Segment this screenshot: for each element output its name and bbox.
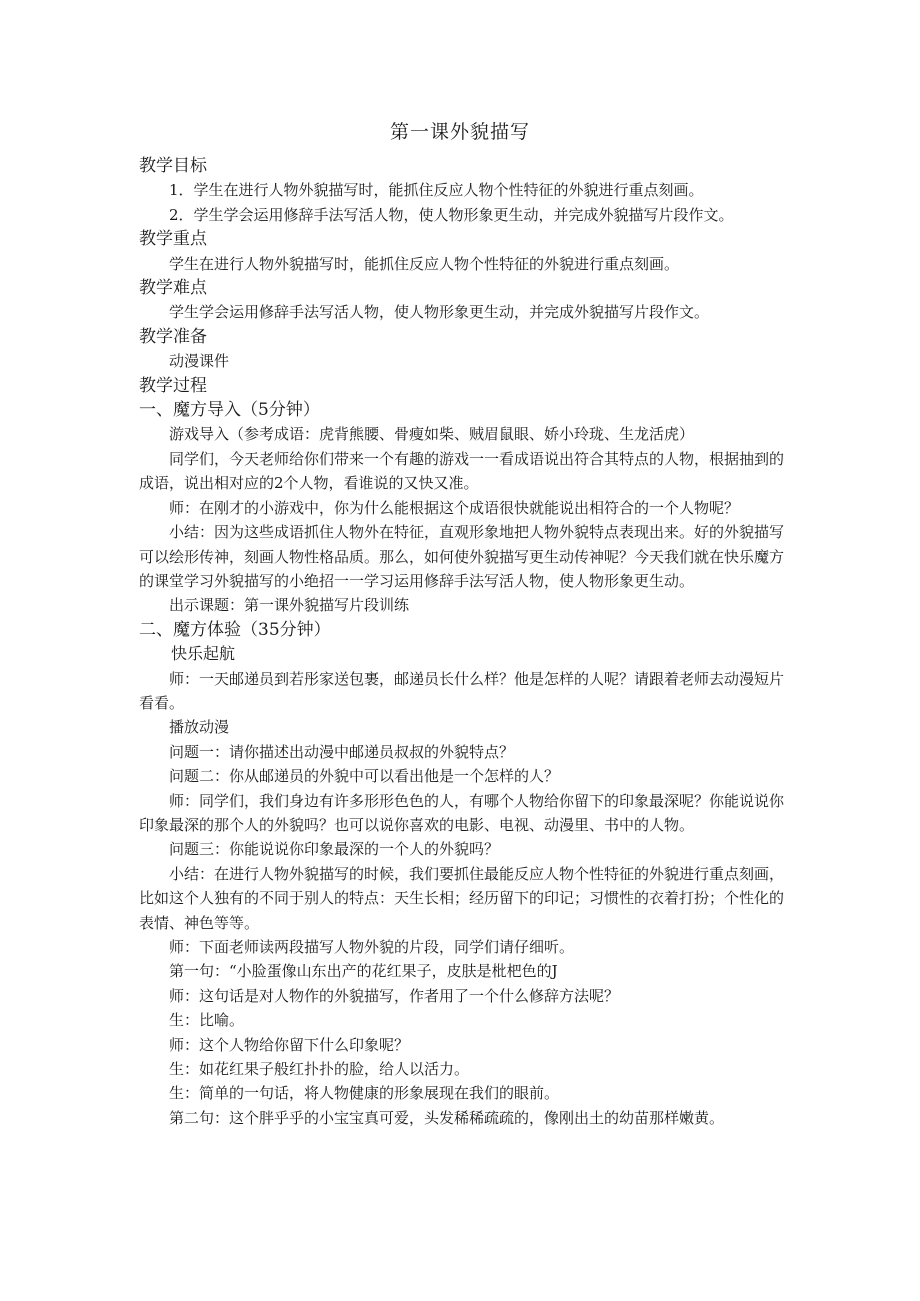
paragraph: 生：比喻。	[169, 1011, 245, 1030]
paragraph: 第一句：“小脸蛋像山东出产的花红果子，皮肤是枇杷色的J	[169, 962, 558, 981]
paragraph: 动漫课件	[169, 352, 230, 371]
paragraph: 学生在进行人物外貌描写时，能抓住反应人物个性特征的外貌进行重点刻画。	[169, 254, 680, 273]
paragraph: 1．学生在进行人物外貌描写时，能抓住反应人物个性特征的外貌进行重点刻画。	[169, 181, 704, 200]
section-heading: 教学难点	[139, 278, 207, 299]
paragraph: 生：如花红果子般红扑扑的脸，给人以活力。	[169, 1060, 470, 1079]
section-heading: 二、魔方体验（35分钟）	[139, 619, 331, 640]
paragraph: 师：在刚才的小游戏中，你为什么能根据这个成语很快就能说出相符合的一个人物呢？	[169, 498, 740, 517]
paragraph: 播放动漫	[169, 718, 230, 737]
paragraph: 师：这句话是对人物作的外貌描写，作者用了一个什么修辞方法呢？	[169, 986, 620, 1005]
paragraph: 第二句：这个胖乎乎的小宝宝真可爱，头发稀稀疏疏的，像刚出土的幼苗那样嫩黄。	[169, 1108, 725, 1127]
paragraph: 问题三：你能说说你印象最深的一个人的外貌吗？	[169, 840, 500, 859]
paragraph: 出示课题：第一课外貌描写片段训练	[169, 596, 410, 615]
paragraph: 小结：因为这些成语抓住人物外在特征，直观形象地把人物外貌特点表现出来。好的外貌描写可以绘形传神，刻画人物性格品质。那么，如何使外貌描写更生动传神呢？今天我们就在快乐魔方的课堂学习外貌描写的小绝招一一学习运用修辞手法写活人物，使人物形象更生动。	[139, 523, 785, 590]
paragraph: 生：简单的一句话，将人物健康的形象展现在我们的眼前。	[169, 1084, 560, 1103]
paragraph: 2．学生学会运用修辞手法写活人物，使人物形象更生动，并完成外貌描写片段作文。	[169, 205, 734, 224]
paragraph: 学生学会运用修辞手法写活人物，使人物形象更生动，并完成外貌描写片段作文。	[169, 303, 710, 322]
paragraph: 师：同学们，我们身边有许多形形色色的人，有哪个人物给你留下的印象最深呢？你能说说你印象最深的那个人的外貌吗？也可以说你喜欢的电影、电视、动漫里、书中的人物。	[139, 791, 785, 834]
paragraph: 师：一天邮递员到若彤家送包裹，邮递员长什么样？他是怎样的人呢？请跟着老师去动漫短片看看。	[139, 669, 785, 712]
paragraph: 小结：在进行人物外貌描写的时候，我们要抓住最能反应人物个性特征的外貌进行重点刻画，比如这个人独有的不同于别人的特点：天生长相；经历留下的印记；习惯性的衣着打扮；个性化的表情、神色等等。	[139, 864, 785, 932]
paragraph: 问题一：请你描述出动漫中邮递员叔叔的外貌特点？	[169, 742, 515, 761]
section-heading: 一、魔方导入（5分钟）	[139, 400, 320, 421]
paragraph: 游戏导入（参考成语：虎背熊腰、骨瘦如柴、贼眉鼠眼、娇小玲珑、生龙活虎）	[169, 425, 695, 444]
section-heading: 教学目标	[139, 156, 207, 176]
paragraph: 同学们，今天老师给你们带来一个有趣的游戏一一看成语说出符合其特点的人物，根据抽到的成语，说出相对应的2个人物，看谁说的又快又准。	[139, 449, 785, 493]
document-body	[139, 154, 784, 1130]
section-heading: 教学重点	[139, 229, 207, 250]
paragraph: 问题二：你从邮递员的外貌中可以看出他是一个怎样的人？	[169, 767, 560, 786]
paragraph: 师：这个人物给你留下什么印象呢？	[169, 1035, 410, 1054]
section-heading: 教学过程	[139, 375, 207, 396]
subsection-heading: 快乐起航	[171, 644, 236, 664]
document-title: 第一课外貌描写	[389, 121, 530, 143]
section-heading: 教学准备	[139, 326, 207, 347]
paragraph: 师：下面老师读两段描写人物外貌的片段，同学们请仔细听。	[169, 938, 575, 956]
